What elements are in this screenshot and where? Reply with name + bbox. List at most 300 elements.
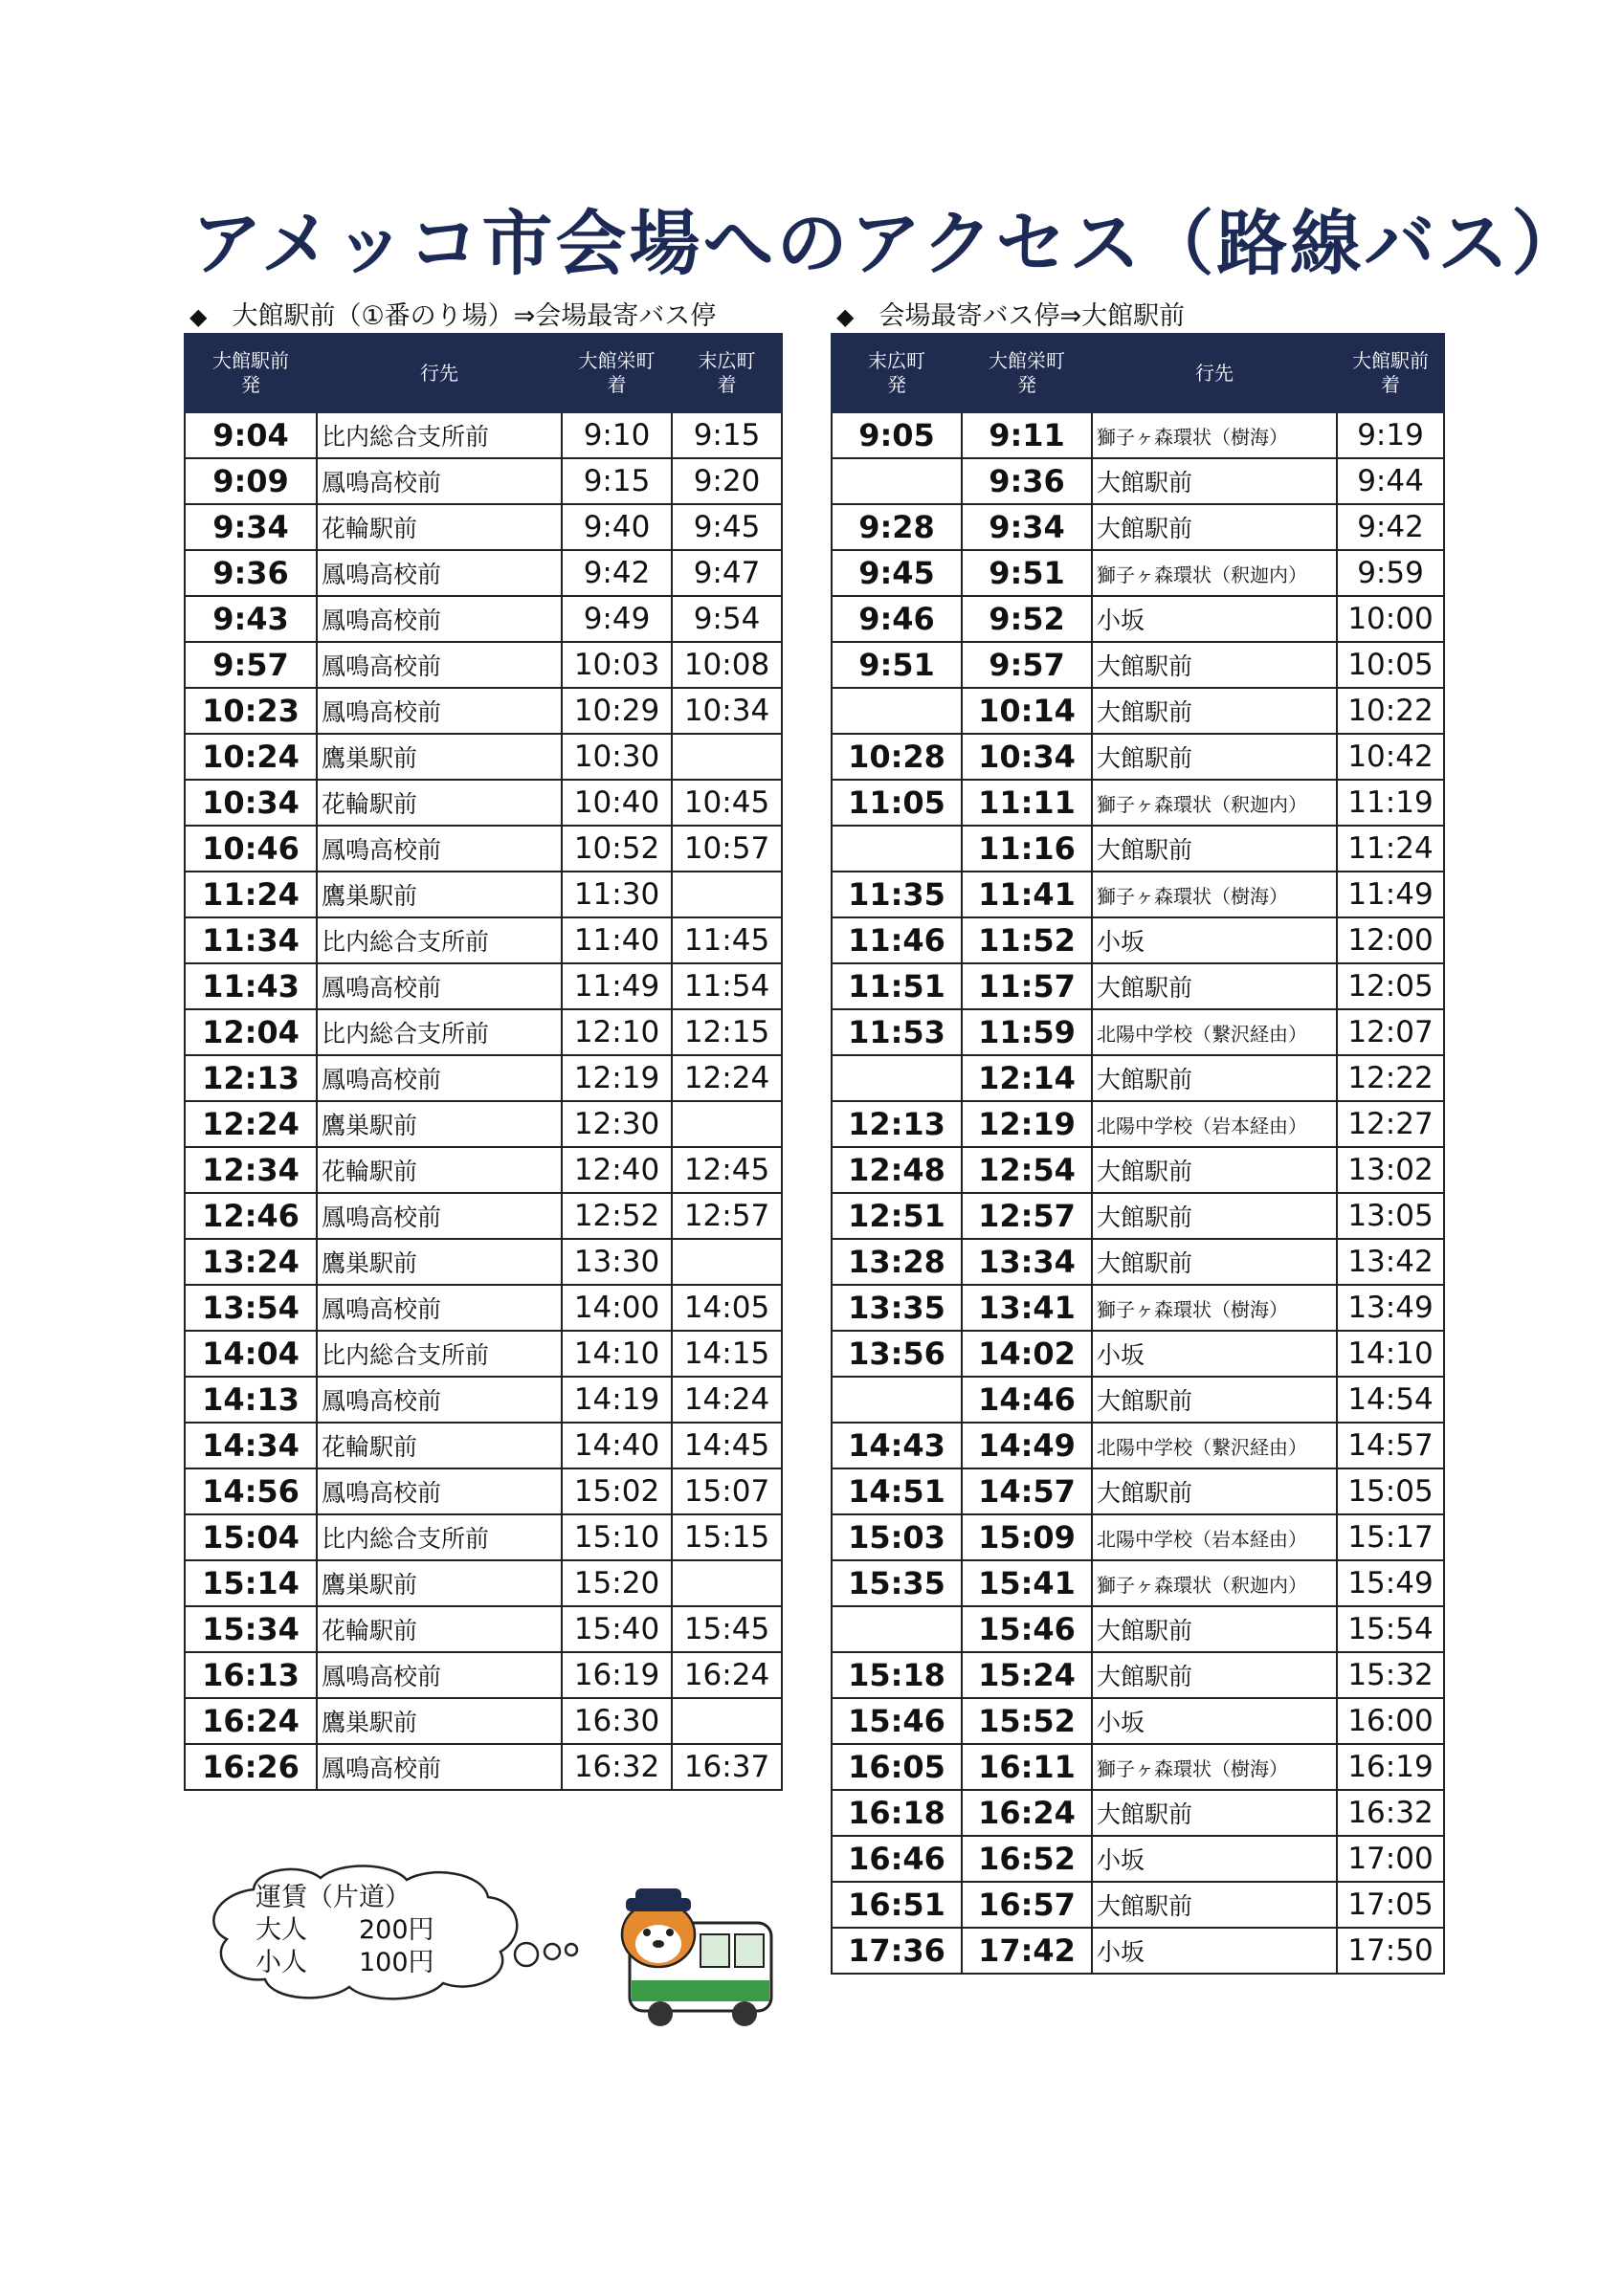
table-cell: 16:00 — [1337, 1698, 1444, 1744]
departure-timetable — [184, 333, 783, 1791]
table-cell: 14:19 — [562, 1377, 672, 1423]
table-cell: 10:34 — [672, 688, 782, 734]
table-cell: 12:19 — [962, 1101, 1092, 1147]
table-cell: 12:27 — [1337, 1101, 1444, 1147]
table-cell: 17:50 — [1337, 1928, 1444, 1974]
table-cell: 14:05 — [672, 1285, 782, 1331]
table-row — [185, 1606, 782, 1652]
table-cell: 16:05 — [832, 1744, 962, 1790]
table-cell: 11:53 — [832, 1009, 962, 1055]
table-cell: 11:41 — [962, 872, 1092, 917]
table-cell: 14:02 — [962, 1331, 1092, 1377]
column-header: 末広町 着 — [672, 334, 782, 412]
table-row — [832, 1744, 1444, 1790]
table-cell: 獅子ヶ森環状（樹海） — [1092, 1285, 1337, 1331]
table-cell: 小坂 — [1092, 596, 1337, 642]
table-row — [832, 1928, 1444, 1974]
table-cell: 9:49 — [562, 596, 672, 642]
table-row — [832, 1652, 1444, 1698]
column-header: 行先 — [317, 334, 562, 412]
table-cell: 15:24 — [962, 1652, 1092, 1698]
table-cell: 9:36 — [185, 550, 317, 596]
table-cell: 14:00 — [562, 1285, 672, 1331]
table-row — [185, 872, 782, 917]
table-row — [185, 826, 782, 872]
table-cell: 12:40 — [562, 1147, 672, 1193]
table-cell: 9:47 — [672, 550, 782, 596]
table-cell: 鳳鳴高校前 — [317, 963, 562, 1009]
table-cell: 14:15 — [672, 1331, 782, 1377]
table-row — [185, 734, 782, 780]
table-cell: 北陽中学校（繋沢経由） — [1092, 1423, 1337, 1468]
table-row — [185, 458, 782, 504]
table-cell: 15:05 — [1337, 1468, 1444, 1514]
table-cell: 12:00 — [1337, 917, 1444, 963]
table-cell: 11:49 — [562, 963, 672, 1009]
table-row — [185, 780, 782, 826]
table-cell: 11:49 — [1337, 872, 1444, 917]
table-row — [832, 1882, 1444, 1928]
table-cell: 大館駅前 — [1092, 1468, 1337, 1514]
table-cell: 10:42 — [1337, 734, 1444, 780]
table-cell: 大館駅前 — [1092, 1652, 1337, 1698]
table-row — [832, 1377, 1444, 1423]
table-cell: 鷹巣駅前 — [317, 872, 562, 917]
table-cell: 鷹巣駅前 — [317, 1239, 562, 1285]
table-row — [185, 1468, 782, 1514]
table-cell: 13:05 — [1337, 1193, 1444, 1239]
table-cell: 14:56 — [185, 1468, 317, 1514]
table-cell: 11:34 — [185, 917, 317, 963]
table-row — [832, 1055, 1444, 1101]
table-cell: 13:54 — [185, 1285, 317, 1331]
return-timetable — [831, 333, 1445, 1975]
table-cell: 11:05 — [832, 780, 962, 826]
table-row — [185, 1193, 782, 1239]
table-row — [185, 550, 782, 596]
table-cell: 14:34 — [185, 1423, 317, 1468]
table-cell: 9:43 — [185, 596, 317, 642]
table-cell: 11:35 — [832, 872, 962, 917]
table-cell: 12:48 — [832, 1147, 962, 1193]
table-cell: 比内総合支所前 — [317, 1514, 562, 1560]
diamond-icon: ◆ — [189, 303, 208, 330]
table-cell: 14:49 — [962, 1423, 1092, 1468]
table-cell: 鳳鳴高校前 — [317, 1744, 562, 1790]
table-cell: 15:52 — [962, 1698, 1092, 1744]
table-cell: 鷹巣駅前 — [317, 734, 562, 780]
column-header: 大館栄町 着 — [562, 334, 672, 412]
table-cell: 15:14 — [185, 1560, 317, 1606]
table-cell — [832, 1377, 962, 1423]
table-cell: 11:24 — [1337, 826, 1444, 872]
table-cell: 12:54 — [962, 1147, 1092, 1193]
fare-heading: 運賃（片道） — [256, 1883, 411, 1912]
table-cell: 比内総合支所前 — [317, 1331, 562, 1377]
table-cell: 9:15 — [672, 412, 782, 458]
table-cell: 大館駅前 — [1092, 504, 1337, 550]
table-cell: 小坂 — [1092, 1698, 1337, 1744]
table-row — [185, 1698, 782, 1744]
table-cell: 14:40 — [562, 1423, 672, 1468]
table-cell: 14:46 — [962, 1377, 1092, 1423]
table-cell: 10:14 — [962, 688, 1092, 734]
table-cell: 16:13 — [185, 1652, 317, 1698]
table-cell: 14:10 — [562, 1331, 672, 1377]
table-cell: 11:43 — [185, 963, 317, 1009]
table-cell: 16:51 — [832, 1882, 962, 1928]
table-row — [185, 412, 782, 458]
table-cell: 15:07 — [672, 1468, 782, 1514]
table-row — [832, 1514, 1444, 1560]
table-row — [832, 1285, 1444, 1331]
table-cell: 獅子ヶ森環状（樹海） — [1092, 412, 1337, 458]
table-cell: 鳳鳴高校前 — [317, 596, 562, 642]
table-cell: 大館駅前 — [1092, 1147, 1337, 1193]
table-cell: 花輪駅前 — [317, 1147, 562, 1193]
table-cell: 大館駅前 — [1092, 642, 1337, 688]
fare-child: 小人 100円 — [256, 1948, 434, 1977]
table-cell: 11:30 — [562, 872, 672, 917]
table-cell: 15:41 — [962, 1560, 1092, 1606]
table-row — [185, 1652, 782, 1698]
table-cell: 大館駅前 — [1092, 688, 1337, 734]
column-header: 行先 — [1092, 334, 1337, 412]
table-cell: 9:46 — [832, 596, 962, 642]
table-cell: 鳳鳴高校前 — [317, 550, 562, 596]
table-cell: 10:03 — [562, 642, 672, 688]
table-cell: 10:24 — [185, 734, 317, 780]
table-cell: 鳳鳴高校前 — [317, 1285, 562, 1331]
table-cell: 9:34 — [185, 504, 317, 550]
table-row — [832, 642, 1444, 688]
table-row — [185, 688, 782, 734]
table-cell: 獅子ヶ森環状（釈迦内） — [1092, 550, 1337, 596]
table-row — [832, 412, 1444, 458]
table-cell: 13:42 — [1337, 1239, 1444, 1285]
table-cell: 9:45 — [672, 504, 782, 550]
left-subheading: ◆ 大館駅前（①番のり場）⇒会場最寄バス停 — [189, 301, 717, 331]
table-cell: 鷹巣駅前 — [317, 1101, 562, 1147]
table-cell: 大館駅前 — [1092, 1606, 1337, 1652]
table-cell: 16:24 — [672, 1652, 782, 1698]
table-cell: 大館駅前 — [1092, 1055, 1337, 1101]
table-cell: 10:08 — [672, 642, 782, 688]
table-cell: 12:05 — [1337, 963, 1444, 1009]
table-cell: 11:54 — [672, 963, 782, 1009]
table-cell: 11:19 — [1337, 780, 1444, 826]
table-cell: 10:45 — [672, 780, 782, 826]
table-cell — [672, 1101, 782, 1147]
table-cell: 大館駅前 — [1092, 1882, 1337, 1928]
table-row — [832, 1239, 1444, 1285]
table-cell: 15:35 — [832, 1560, 962, 1606]
table-cell: 14:13 — [185, 1377, 317, 1423]
table-cell: 鳳鳴高校前 — [317, 1652, 562, 1698]
table-cell: 花輪駅前 — [317, 1423, 562, 1468]
table-cell: 10:29 — [562, 688, 672, 734]
fare-cloud — [196, 1861, 560, 2004]
table-cell: 11:59 — [962, 1009, 1092, 1055]
table-row — [185, 1101, 782, 1147]
table-cell: 12:07 — [1337, 1009, 1444, 1055]
table-cell: 12:45 — [672, 1147, 782, 1193]
table-cell: 9:40 — [562, 504, 672, 550]
table-cell: 9:57 — [962, 642, 1092, 688]
table-row — [832, 780, 1444, 826]
table-row — [185, 963, 782, 1009]
table-cell: 10:05 — [1337, 642, 1444, 688]
table-cell: 鳳鳴高校前 — [317, 826, 562, 872]
table-cell — [672, 872, 782, 917]
table-cell: 9:19 — [1337, 412, 1444, 458]
table-cell: 16:57 — [962, 1882, 1092, 1928]
table-cell — [832, 458, 962, 504]
table-row — [832, 550, 1444, 596]
table-cell: 16:52 — [962, 1836, 1092, 1882]
table-cell: 14:43 — [832, 1423, 962, 1468]
table-cell: 16:24 — [962, 1790, 1092, 1836]
table-cell — [832, 688, 962, 734]
table-row — [185, 1285, 782, 1331]
table-cell: 11:40 — [562, 917, 672, 963]
table-row — [832, 826, 1444, 872]
table-cell: 大館駅前 — [1092, 826, 1337, 872]
table-row — [185, 1744, 782, 1790]
table-cell: 12:24 — [185, 1101, 317, 1147]
table-cell: 13:30 — [562, 1239, 672, 1285]
table-cell: 鳳鳴高校前 — [317, 688, 562, 734]
table-cell: 15:40 — [562, 1606, 672, 1652]
table-cell: 10:00 — [1337, 596, 1444, 642]
table-cell: 小坂 — [1092, 1836, 1337, 1882]
table-cell: 12:13 — [185, 1055, 317, 1101]
table-cell: 15:03 — [832, 1514, 962, 1560]
table-cell: 15:49 — [1337, 1560, 1444, 1606]
table-cell: 11:46 — [832, 917, 962, 963]
table-row — [185, 1377, 782, 1423]
table-cell: 15:34 — [185, 1606, 317, 1652]
table-cell: 鳳鳴高校前 — [317, 1055, 562, 1101]
table-cell: 15:18 — [832, 1652, 962, 1698]
table-row — [832, 734, 1444, 780]
table-cell: 16:24 — [185, 1698, 317, 1744]
table-cell: 9:15 — [562, 458, 672, 504]
table-cell: 13:24 — [185, 1239, 317, 1285]
table-cell: 14:57 — [962, 1468, 1092, 1514]
table-row — [832, 1790, 1444, 1836]
table-cell: 11:11 — [962, 780, 1092, 826]
table-cell: 小坂 — [1092, 917, 1337, 963]
table-cell: 10:30 — [562, 734, 672, 780]
fare-adult: 大人 200円 — [256, 1915, 434, 1945]
table-cell: 15:10 — [562, 1514, 672, 1560]
table-cell: 北陽中学校（岩本経由） — [1092, 1101, 1337, 1147]
table-cell: 16:32 — [1337, 1790, 1444, 1836]
table-cell: 花輪駅前 — [317, 1606, 562, 1652]
dog-bus-icon — [612, 1885, 785, 2028]
table-row — [185, 642, 782, 688]
table-cell: 大館駅前 — [1092, 458, 1337, 504]
table-cell: 16:37 — [672, 1744, 782, 1790]
table-cell: 15:32 — [1337, 1652, 1444, 1698]
table-cell: 15:04 — [185, 1514, 317, 1560]
table-cell: 9:52 — [962, 596, 1092, 642]
table-cell: 15:46 — [962, 1606, 1092, 1652]
table-cell: 11:51 — [832, 963, 962, 1009]
table-row — [832, 458, 1444, 504]
table-cell: 13:49 — [1337, 1285, 1444, 1331]
table-row — [832, 1147, 1444, 1193]
table-cell: 10:57 — [672, 826, 782, 872]
table-cell: 獅子ヶ森環状（釈迦内） — [1092, 1560, 1337, 1606]
table-row — [832, 917, 1444, 963]
table-row — [832, 1836, 1444, 1882]
table-cell: 9:54 — [672, 596, 782, 642]
table-cell — [832, 1055, 962, 1101]
table-cell: 16:19 — [562, 1652, 672, 1698]
table-cell: 10:28 — [832, 734, 962, 780]
table-cell: 12:24 — [672, 1055, 782, 1101]
table-cell: 10:46 — [185, 826, 317, 872]
table-cell: 13:35 — [832, 1285, 962, 1331]
table-row — [185, 1560, 782, 1606]
table-row — [832, 1423, 1444, 1468]
table-row — [832, 504, 1444, 550]
table-cell: 10:34 — [185, 780, 317, 826]
table-cell: 12:10 — [562, 1009, 672, 1055]
table-cell: 9:42 — [562, 550, 672, 596]
table-cell: 16:30 — [562, 1698, 672, 1744]
table-cell: 10:23 — [185, 688, 317, 734]
table-cell: 16:19 — [1337, 1744, 1444, 1790]
table-cell: 11:52 — [962, 917, 1092, 963]
table-cell: 鳳鳴高校前 — [317, 1193, 562, 1239]
table-cell: 9:59 — [1337, 550, 1444, 596]
table-cell: 13:56 — [832, 1331, 962, 1377]
table-row — [832, 1101, 1444, 1147]
table-cell — [672, 1560, 782, 1606]
table-cell: 小坂 — [1092, 1928, 1337, 1974]
table-cell: 鷹巣駅前 — [317, 1698, 562, 1744]
table-cell: 16:11 — [962, 1744, 1092, 1790]
table-cell: 14:10 — [1337, 1331, 1444, 1377]
table-cell: 16:18 — [832, 1790, 962, 1836]
table-row — [185, 1331, 782, 1377]
table-cell: 鳳鳴高校前 — [317, 458, 562, 504]
table-cell: 12:34 — [185, 1147, 317, 1193]
table-cell: 17:00 — [1337, 1836, 1444, 1882]
table-cell: 9:44 — [1337, 458, 1444, 504]
table-row — [185, 1055, 782, 1101]
table-cell: 大館駅前 — [1092, 1790, 1337, 1836]
table-cell: 15:02 — [562, 1468, 672, 1514]
table-cell: 9:51 — [832, 642, 962, 688]
table-cell: 9:45 — [832, 550, 962, 596]
table-row — [832, 1193, 1444, 1239]
table-row — [832, 1009, 1444, 1055]
table-cell: 12:57 — [672, 1193, 782, 1239]
table-cell: 9:42 — [1337, 504, 1444, 550]
table-cell: 大館駅前 — [1092, 1377, 1337, 1423]
table-cell: 獅子ヶ森環状（釈迦内） — [1092, 780, 1337, 826]
table-cell: 比内総合支所前 — [317, 412, 562, 458]
table-cell: 12:22 — [1337, 1055, 1444, 1101]
table-cell: 15:20 — [562, 1560, 672, 1606]
table-cell: 17:36 — [832, 1928, 962, 1974]
table-cell: 11:16 — [962, 826, 1092, 872]
table-cell: 12:19 — [562, 1055, 672, 1101]
table-row — [185, 1147, 782, 1193]
table-cell: 9:09 — [185, 458, 317, 504]
table-cell: 11:24 — [185, 872, 317, 917]
column-header: 大館駅前 着 — [1337, 334, 1444, 412]
table-cell: 15:46 — [832, 1698, 962, 1744]
table-row — [832, 1468, 1444, 1514]
table-cell: 鳳鳴高校前 — [317, 642, 562, 688]
table-row — [832, 1606, 1444, 1652]
page-title: アメッコ市会場へのアクセス（路線バス） — [191, 203, 1586, 285]
table-cell: 10:52 — [562, 826, 672, 872]
table-cell: 12:46 — [185, 1193, 317, 1239]
table-cell: 14:24 — [672, 1377, 782, 1423]
table-cell: 獅子ヶ森環状（樹海） — [1092, 1744, 1337, 1790]
table-cell: 11:57 — [962, 963, 1092, 1009]
table-row — [832, 1331, 1444, 1377]
table-row — [832, 596, 1444, 642]
table-cell: 9:51 — [962, 550, 1092, 596]
table-row — [185, 1514, 782, 1560]
table-cell: 花輪駅前 — [317, 504, 562, 550]
table-cell: 16:46 — [832, 1836, 962, 1882]
table-row — [832, 872, 1444, 917]
table-cell: 13:34 — [962, 1239, 1092, 1285]
table-cell: 10:22 — [1337, 688, 1444, 734]
table-cell: 獅子ヶ森環状（樹海） — [1092, 872, 1337, 917]
table-cell: 12:30 — [562, 1101, 672, 1147]
table-cell: 13:02 — [1337, 1147, 1444, 1193]
table-cell: 大館駅前 — [1092, 963, 1337, 1009]
table-row — [185, 504, 782, 550]
table-cell: 12:04 — [185, 1009, 317, 1055]
column-header: 末広町 発 — [832, 334, 962, 412]
table-row — [185, 1239, 782, 1285]
table-cell: 鷹巣駅前 — [317, 1560, 562, 1606]
table-cell: 9:11 — [962, 412, 1092, 458]
table-cell: 14:04 — [185, 1331, 317, 1377]
column-header: 大館栄町 発 — [962, 334, 1092, 412]
table-row — [185, 917, 782, 963]
table-cell — [832, 826, 962, 872]
table-cell: 12:51 — [832, 1193, 962, 1239]
table-cell: 花輪駅前 — [317, 780, 562, 826]
table-cell: 15:54 — [1337, 1606, 1444, 1652]
column-header: 大館駅前 発 — [185, 334, 317, 412]
table-cell: 12:15 — [672, 1009, 782, 1055]
table-cell: 鳳鳴高校前 — [317, 1377, 562, 1423]
table-cell: 14:57 — [1337, 1423, 1444, 1468]
table-cell: 9:04 — [185, 412, 317, 458]
table-cell: 小坂 — [1092, 1331, 1337, 1377]
table-row — [185, 1423, 782, 1468]
table-cell: 9:28 — [832, 504, 962, 550]
table-cell: 14:54 — [1337, 1377, 1444, 1423]
table-cell: 14:45 — [672, 1423, 782, 1468]
table-cell: 比内総合支所前 — [317, 917, 562, 963]
table-cell: 9:34 — [962, 504, 1092, 550]
table-cell: 9:36 — [962, 458, 1092, 504]
table-cell — [672, 1698, 782, 1744]
